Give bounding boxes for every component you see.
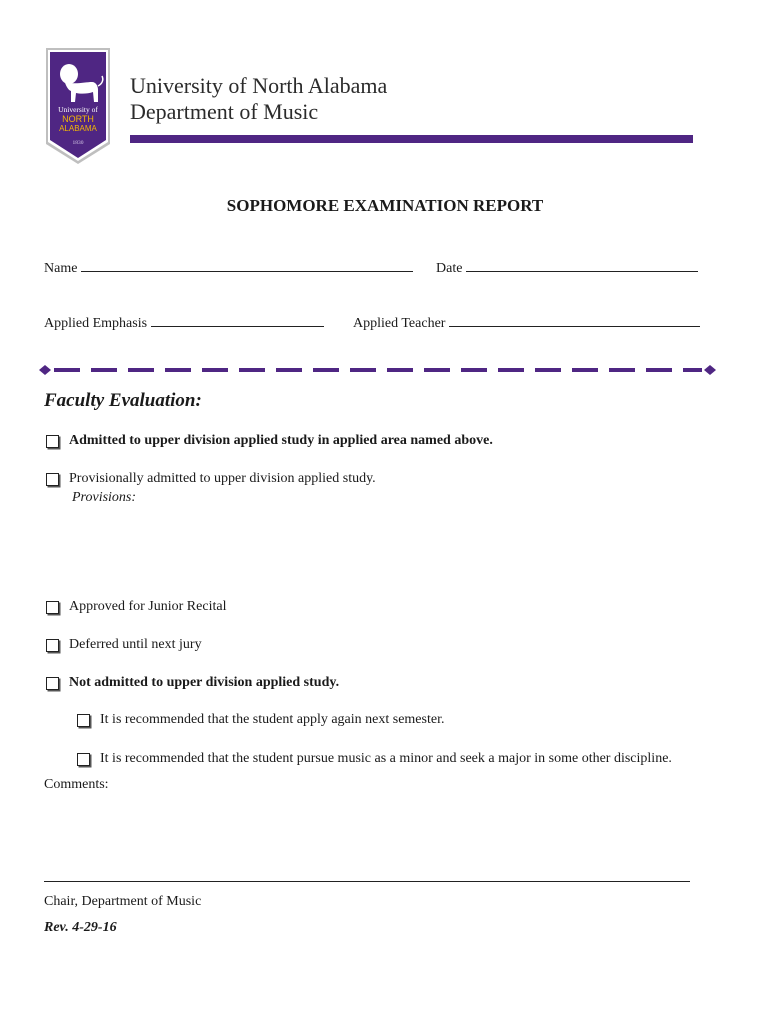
suboption-minor <box>77 751 672 767</box>
option-deferred <box>46 637 202 653</box>
dashed-divider <box>38 362 718 378</box>
crest-line2: NORTH <box>62 114 94 124</box>
applied-teacher-input-line[interactable] <box>449 313 700 327</box>
option-deferred-label: Deferred until next jury <box>69 637 202 652</box>
date-input-line[interactable] <box>466 258 698 272</box>
name-label: Name <box>44 261 78 276</box>
comments-label: Comments: <box>44 777 109 792</box>
header-divider-bar <box>130 135 693 143</box>
checkbox-deferred[interactable] <box>46 639 59 652</box>
option-admitted <box>46 433 493 449</box>
option-junior-recital <box>46 599 226 615</box>
option-provisional-label: Provisionally admitted to upper division applied study. <box>69 471 376 486</box>
report-title: SOPHOMORE EXAMINATION REPORT <box>226 196 544 215</box>
option-junior-recital-label: Approved for Junior Recital <box>69 599 227 614</box>
option-provisional <box>46 471 376 487</box>
revision-label: Rev. 4-29-16 <box>44 920 117 935</box>
option-admitted-label: Admitted to upper division applied study in applied area named above. <box>69 433 493 448</box>
university-crest-logo <box>42 46 114 166</box>
signature-label: Chair, Department of Music <box>44 894 202 909</box>
department-name: Department of Music <box>130 99 319 124</box>
applied-teacher-label: Applied Teacher <box>353 316 446 331</box>
checkbox-provisional[interactable] <box>46 473 59 486</box>
checkbox-apply-again[interactable] <box>77 714 90 727</box>
date-field <box>436 258 698 277</box>
signature-line[interactable] <box>44 881 690 882</box>
applied-emphasis-input-line[interactable] <box>151 313 324 327</box>
suboption-apply-again-label: It is recommended that the student apply again next semester. <box>100 712 445 727</box>
provisions-label: Provisions: <box>72 490 137 505</box>
option-not-admitted-label: Not admitted to upper division applied study. <box>69 675 340 690</box>
date-label: Date <box>436 261 463 276</box>
name-input-line[interactable] <box>81 258 413 272</box>
suboption-apply-again <box>77 712 444 728</box>
name-field <box>44 258 413 277</box>
applied-teacher-field <box>353 313 700 332</box>
checkbox-junior-recital[interactable] <box>46 601 59 614</box>
applied-emphasis-field <box>44 313 324 332</box>
checkbox-admitted[interactable] <box>46 435 59 448</box>
option-not-admitted <box>46 675 339 691</box>
university-title <box>130 73 387 125</box>
crest-year: 1830 <box>72 140 84 146</box>
crest-line3: ALABAMA <box>59 124 97 133</box>
checkbox-minor[interactable] <box>77 753 90 766</box>
crest-line1: University of <box>58 105 98 114</box>
checkbox-not-admitted[interactable] <box>46 677 59 690</box>
applied-emphasis-label: Applied Emphasis <box>44 316 148 331</box>
university-name: University of North Alabama <box>130 73 388 98</box>
suboption-minor-label: It is recommended that the student pursue music as a minor and seek a major in some other discipline. <box>100 751 672 766</box>
faculty-evaluation-heading: Faculty Evaluation: <box>44 390 202 411</box>
